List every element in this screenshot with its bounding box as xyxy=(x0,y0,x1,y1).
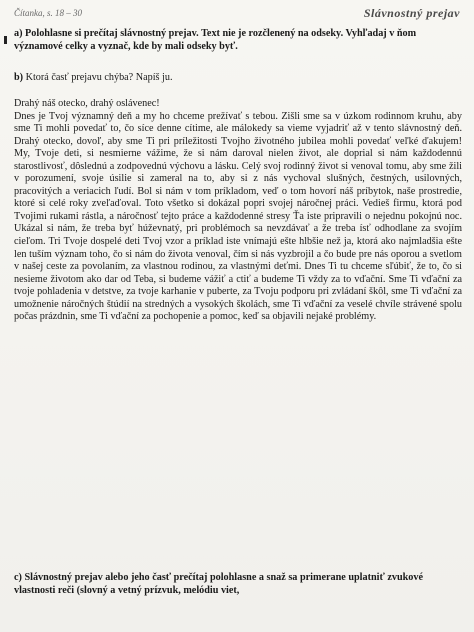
margin-marker xyxy=(4,36,7,44)
speech-body: Dnes je Tvoj významný deň a my ho chceme prežívať s tebou. Zišli sme sa v úzkom rodinnom kruhu, aby sme Ti mohli povedať to, čo síce denne cítime, ale málokedy sa vieme vyjadriť až v tento slávnostný deň. Drahý otecko, dovoľ, aby sme Ti pri príležitosti Tvojho životného jubilea mohli povedať veľké ďakujem! My, Tvoje deti, si nesmierne vážime, že si nám daroval nielen život, ale doprial si nám každodennú starostlivosť, dôslednú a zodpovednú výchovu a lásku. Celý svoj rodinný život si venoval tomu, aby sme žili v porozumení, svoje úsilie si zameral na to, aby si z nás vychoval slušných, čestných, usilovných, pracovitých a veriacich ľudí. Bol si nám v tom príkladom, veď o tom hovorí náš príbytok, naše prostredie, ktoré si celé roky zveľaďoval. Toto všetko si dokázal popri svojej náročnej práci. Vedieš firmu, ktorá pod Tvojimi rukami rástla, a náročnosť tejto práce a každodenné stresy Ťa iste pripravili o nejednu pokojnú noc. Ukázal si nám, že treba byť húževnatý, pri problémoch sa nevzdávať a že treba ísť odhodlane za svojím cieľom. Tri Tvoje dospelé deti Tvoj vzor a príklad iste vnímajú ešte hlbšie než ja, ktorá ako najmladšia ešte len tuším význam toho, čo si nám do života venoval, čím si nás vyzbrojil a čo bude pre nás oporou a svetlom v našej ceste za povolaním, za vlastnou rodinou, za vlastnými deťmi. Dnes Ti tu chceme sľúbiť, že to, čo si nesieme životom ako dar od Teba, si budeme vážiť a ctiť a budeme Ti vždy za to vďační. Sme Ti vďační za tvoje pohladenia v detstve, za tvoje karhanie v puberte, za Tvoju podporu pri zvládaní škôl, sme Ti vďační za umožnenie náročných štúdií na stredných a vysokých školách, sme Ti vďační za veselé chvíle strávené spolu počas prázdnin, sme Ti vďační za pochopenie a pomoc, keď sa objavili nejaké problémy. xyxy=(14,110,462,323)
task-a xyxy=(14,28,462,53)
header-title: Slávnostný prejav xyxy=(363,6,460,20)
page-header xyxy=(14,6,460,22)
task-c-letter: c) xyxy=(14,572,22,583)
speech-salutation: Drahý náš otecko, drahý oslávenec! xyxy=(14,98,160,109)
task-b xyxy=(14,72,462,85)
task-a-letter: a) xyxy=(14,28,23,39)
speech-text xyxy=(14,98,462,324)
task-b-text: Ktorá časť prejavu chýba? Napíš ju. xyxy=(25,72,173,83)
task-a-text: Polohlasne si prečítaj slávnostný prejav. Text nie je rozčlenený na odseky. Vyhľadaj v ňom významové celky a vyznač, kde by mali odseky byť. xyxy=(14,28,417,52)
task-c xyxy=(14,572,462,597)
page-reference: Čítanka, s. 18 – 30 xyxy=(14,8,83,18)
task-c-text: Slávnostný prejav alebo jeho časť prečítaj polohlasne a snaž sa primerane uplatniť zvukové vlastnosti reči (slovný a vetný prízvuk, melódiu viet, xyxy=(14,572,423,596)
task-b-letter: b) xyxy=(14,72,24,83)
